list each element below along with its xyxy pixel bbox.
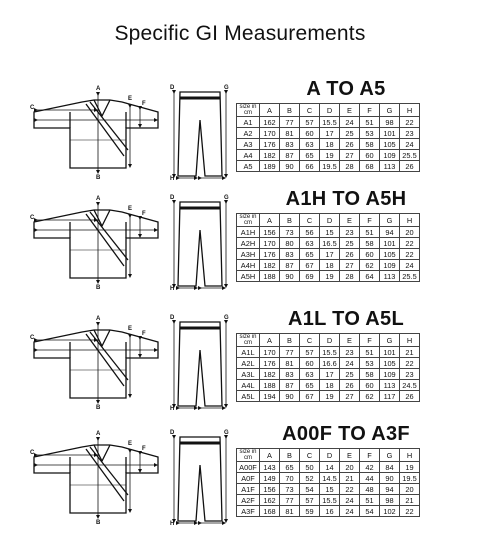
column-header: C <box>300 334 320 347</box>
pants-icon <box>178 322 222 406</box>
table-cell: 143 <box>260 462 280 473</box>
label-f: F <box>142 446 146 452</box>
table-row <box>237 150 420 161</box>
table-cell: 182 <box>260 260 280 271</box>
table-row <box>237 358 420 369</box>
column-header: A <box>260 104 280 117</box>
table-cell: 15 <box>320 227 340 238</box>
column-header: A <box>260 449 280 462</box>
table-cell: 26 <box>400 391 420 402</box>
table-cell: 69 <box>300 271 320 282</box>
table-cell: 81 <box>280 128 300 139</box>
label-h: H <box>170 406 175 410</box>
table-cell: 98 <box>380 495 400 506</box>
table-cell: 90 <box>380 473 400 484</box>
table-cell: 22 <box>400 117 420 128</box>
table-cell: 58 <box>360 139 380 150</box>
table-row <box>237 391 420 402</box>
table-cell: 87 <box>280 260 300 271</box>
table-cell: 87 <box>280 380 300 391</box>
table-cell: 62 <box>360 391 380 402</box>
gi-diagram <box>30 80 230 180</box>
gi-diagram <box>30 310 230 410</box>
table-cell: 25.5 <box>400 271 420 282</box>
table-cell: 60 <box>360 150 380 161</box>
table-cell: 25 <box>340 238 360 249</box>
table-cell: 162 <box>260 117 280 128</box>
table-cell: A5L <box>237 391 260 402</box>
size-section <box>0 425 480 551</box>
table-cell: 162 <box>260 495 280 506</box>
column-header: E <box>340 449 360 462</box>
section-title: A00F TO A3F <box>282 423 410 445</box>
table-cell: A3H <box>237 249 260 260</box>
table-cell: A3L <box>237 369 260 380</box>
label-b: B <box>96 405 101 410</box>
table-cell: 105 <box>380 139 400 150</box>
column-header: H <box>400 449 420 462</box>
table-cell: 67 <box>300 391 320 402</box>
table-cell: 15.5 <box>320 117 340 128</box>
table-cell: 64 <box>360 271 380 282</box>
table-cell: 101 <box>380 128 400 139</box>
table-cell: 80 <box>280 238 300 249</box>
table-cell: A4 <box>237 150 260 161</box>
table-row <box>237 484 420 495</box>
label-d: D <box>170 315 175 321</box>
table-cell: 57 <box>300 347 320 358</box>
column-header: G <box>380 449 400 462</box>
table-header-row <box>237 334 420 347</box>
table-cell: A5 <box>237 161 260 172</box>
table-cell: 18 <box>320 260 340 271</box>
table-cell: 27 <box>340 391 360 402</box>
table-row <box>237 161 420 172</box>
table-cell: 102 <box>380 506 400 517</box>
column-header: D <box>320 214 340 227</box>
table-cell: 22 <box>400 358 420 369</box>
table-cell: 65 <box>300 380 320 391</box>
table-cell: 90 <box>280 391 300 402</box>
table-cell: 63 <box>300 139 320 150</box>
table-cell: 54 <box>300 484 320 495</box>
table-cell: 53 <box>360 128 380 139</box>
table-cell: A2L <box>237 358 260 369</box>
table-cell: 176 <box>260 249 280 260</box>
table-cell: 87 <box>280 150 300 161</box>
table-cell: 94 <box>380 484 400 495</box>
column-header: E <box>340 104 360 117</box>
table-cell: A1H <box>237 227 260 238</box>
table-cell: 17 <box>320 128 340 139</box>
table-cell: 109 <box>380 150 400 161</box>
table-cell: 65 <box>280 462 300 473</box>
table-cell: A2F <box>237 495 260 506</box>
column-header: A <box>260 334 280 347</box>
table-cell: 20 <box>400 484 420 495</box>
table-cell: 105 <box>380 358 400 369</box>
table-cell: A0F <box>237 473 260 484</box>
table-cell: 19 <box>400 462 420 473</box>
table-row <box>237 249 420 260</box>
column-header: D <box>320 104 340 117</box>
table-cell: A2H <box>237 238 260 249</box>
table-cell: 156 <box>260 227 280 238</box>
table-cell: 51 <box>360 347 380 358</box>
table-cell: 25.5 <box>400 150 420 161</box>
table-cell: 24 <box>340 495 360 506</box>
label-g: G <box>224 315 229 321</box>
size-section <box>0 190 480 316</box>
table-cell: 176 <box>260 358 280 369</box>
table-cell: 23 <box>340 347 360 358</box>
column-header: B <box>280 214 300 227</box>
table-cell: 68 <box>360 161 380 172</box>
table-cell: A4L <box>237 380 260 391</box>
table-cell: 20 <box>400 227 420 238</box>
column-header: G <box>380 334 400 347</box>
label-a: A <box>96 431 101 437</box>
label-c: C <box>30 215 35 221</box>
label-d: D <box>170 430 175 436</box>
table-cell: 22 <box>340 484 360 495</box>
table-cell: 26 <box>340 139 360 150</box>
column-header: F <box>360 334 380 347</box>
table-cell: 60 <box>300 358 320 369</box>
table-cell: 170 <box>260 128 280 139</box>
table-cell: 56 <box>300 227 320 238</box>
size-table <box>236 448 420 517</box>
table-cell: 57 <box>300 495 320 506</box>
label-h: H <box>170 286 175 290</box>
table-cell: 170 <box>260 238 280 249</box>
gi-diagram <box>30 190 230 290</box>
table-cell: A3F <box>237 506 260 517</box>
label-c: C <box>30 105 35 111</box>
column-header: B <box>280 449 300 462</box>
table-cell: 101 <box>380 347 400 358</box>
table-cell: 176 <box>260 139 280 150</box>
label-a: A <box>96 86 101 92</box>
column-header: F <box>360 449 380 462</box>
table-cell: 65 <box>300 249 320 260</box>
table-cell: 22 <box>400 238 420 249</box>
table-cell: 58 <box>360 369 380 380</box>
table-cell: 90 <box>280 271 300 282</box>
table-cell: 83 <box>280 369 300 380</box>
table-cell: 90 <box>280 161 300 172</box>
table-cell: 23 <box>400 369 420 380</box>
size-table <box>236 103 420 172</box>
column-header: G <box>380 104 400 117</box>
label-d: D <box>170 195 175 201</box>
table-cell: 24 <box>400 260 420 271</box>
table-cell: 24 <box>400 139 420 150</box>
column-header: H <box>400 334 420 347</box>
table-cell: A2 <box>237 128 260 139</box>
label-e: E <box>128 206 133 212</box>
table-cell: 52 <box>300 473 320 484</box>
table-cell: 51 <box>360 227 380 238</box>
label-h: H <box>170 521 175 525</box>
size-table <box>236 213 420 282</box>
table-cell: A4H <box>237 260 260 271</box>
table-cell: 83 <box>280 139 300 150</box>
pants-icon <box>178 202 222 286</box>
table-cell: 60 <box>360 249 380 260</box>
table-cell: 60 <box>360 380 380 391</box>
table-cell: 59 <box>300 506 320 517</box>
table-cell: 14 <box>320 462 340 473</box>
table-cell: 18 <box>320 139 340 150</box>
table-cell: 17 <box>320 369 340 380</box>
column-header: H <box>400 104 420 117</box>
column-header: E <box>340 334 360 347</box>
table-row <box>237 238 420 249</box>
label-g: G <box>224 85 229 91</box>
table-cell: 73 <box>280 227 300 238</box>
table-cell: 16.5 <box>320 238 340 249</box>
table-cell: 101 <box>380 238 400 249</box>
table-cell: 67 <box>300 260 320 271</box>
table-cell: 149 <box>260 473 280 484</box>
table-cell: 19 <box>320 150 340 161</box>
table-cell: 73 <box>280 484 300 495</box>
table-cell: 51 <box>360 117 380 128</box>
table-cell: A00F <box>237 462 260 473</box>
table-cell: 53 <box>360 358 380 369</box>
pants-icon <box>178 437 222 521</box>
table-header-row <box>237 214 420 227</box>
label-f: F <box>142 331 146 337</box>
label-a: A <box>96 316 101 322</box>
table-cell: 20 <box>340 462 360 473</box>
table-cell: 182 <box>260 150 280 161</box>
table-row <box>237 369 420 380</box>
table-cell: 113 <box>380 380 400 391</box>
table-row <box>237 347 420 358</box>
table-row <box>237 128 420 139</box>
label-e: E <box>128 326 133 332</box>
table-cell: 113 <box>380 161 400 172</box>
column-header: H <box>400 214 420 227</box>
table-cell: 27 <box>340 150 360 161</box>
label-c: C <box>30 450 35 456</box>
table-cell: 54 <box>360 506 380 517</box>
table-cell: 21 <box>400 495 420 506</box>
table-cell: 26 <box>340 380 360 391</box>
column-header: D <box>320 334 340 347</box>
table-cell: 17 <box>320 249 340 260</box>
label-a: A <box>96 196 101 202</box>
table-row <box>237 260 420 271</box>
table-cell: A3 <box>237 139 260 150</box>
label-h: H <box>170 176 175 180</box>
table-cell: 22 <box>400 506 420 517</box>
table-cell: 19 <box>320 391 340 402</box>
size-section <box>0 310 480 436</box>
table-cell: 24.5 <box>400 380 420 391</box>
table-cell: 25 <box>340 128 360 139</box>
column-header: size in cm <box>237 104 260 117</box>
table-cell: A5H <box>237 271 260 282</box>
table-cell: 105 <box>380 249 400 260</box>
table-cell: 21 <box>340 473 360 484</box>
table-cell: 81 <box>280 358 300 369</box>
table-cell: A1F <box>237 484 260 495</box>
table-cell: 19 <box>320 271 340 282</box>
table-cell: 14.5 <box>320 473 340 484</box>
table-cell: 182 <box>260 369 280 380</box>
table-cell: 70 <box>280 473 300 484</box>
table-cell: 51 <box>360 495 380 506</box>
table-cell: 19.5 <box>320 161 340 172</box>
column-header: B <box>280 104 300 117</box>
table-cell: 24 <box>340 117 360 128</box>
table-cell: 28 <box>340 271 360 282</box>
table-row <box>237 380 420 391</box>
table-cell: A1L <box>237 347 260 358</box>
table-cell: 81 <box>280 506 300 517</box>
table-cell: 16 <box>320 506 340 517</box>
table-cell: 189 <box>260 161 280 172</box>
table-header-row <box>237 449 420 462</box>
label-g: G <box>224 195 229 201</box>
table-cell: 24 <box>340 506 360 517</box>
table-cell: 77 <box>280 347 300 358</box>
table-cell: 50 <box>300 462 320 473</box>
table-cell: 15 <box>320 484 340 495</box>
label-c: C <box>30 335 35 341</box>
table-cell: 65 <box>300 150 320 161</box>
table-row <box>237 462 420 473</box>
table-cell: 28 <box>340 161 360 172</box>
section-title: A1L TO A5L <box>288 308 404 330</box>
label-b: B <box>96 520 101 525</box>
table-cell: 22 <box>400 249 420 260</box>
column-header: C <box>300 449 320 462</box>
table-cell: 156 <box>260 484 280 495</box>
label-b: B <box>96 175 101 180</box>
table-cell: 109 <box>380 260 400 271</box>
table-cell: 168 <box>260 506 280 517</box>
table-cell: 25 <box>340 369 360 380</box>
table-cell: 48 <box>360 484 380 495</box>
table-cell: 27 <box>340 260 360 271</box>
column-header: size in cm <box>237 449 260 462</box>
column-header: E <box>340 214 360 227</box>
label-e: E <box>128 441 133 447</box>
table-cell: 24 <box>340 358 360 369</box>
table-cell: 23 <box>340 227 360 238</box>
table-cell: 21 <box>400 347 420 358</box>
table-cell: 26 <box>400 161 420 172</box>
table-cell: 94 <box>380 227 400 238</box>
table-cell: 188 <box>260 271 280 282</box>
table-row <box>237 139 420 150</box>
page-title: Specific GI Measurements <box>114 22 366 45</box>
table-cell: 194 <box>260 391 280 402</box>
column-header: G <box>380 214 400 227</box>
table-row <box>237 227 420 238</box>
pants-icon <box>178 92 222 176</box>
table-row <box>237 117 420 128</box>
column-header: F <box>360 104 380 117</box>
column-header: C <box>300 104 320 117</box>
column-header: size in cm <box>237 214 260 227</box>
section-title: A TO A5 <box>306 78 386 100</box>
table-cell: 18 <box>320 380 340 391</box>
table-cell: 84 <box>380 462 400 473</box>
table-cell: 170 <box>260 347 280 358</box>
column-header: F <box>360 214 380 227</box>
table-cell: 60 <box>300 128 320 139</box>
table-cell: 83 <box>280 249 300 260</box>
table-cell: 23 <box>400 128 420 139</box>
table-cell: 66 <box>300 161 320 172</box>
table-cell: 57 <box>300 117 320 128</box>
label-b: B <box>96 285 101 290</box>
column-header: B <box>280 334 300 347</box>
label-g: G <box>224 430 229 436</box>
section-title: A1H TO A5H <box>285 188 407 210</box>
column-header: A <box>260 214 280 227</box>
table-cell: 117 <box>380 391 400 402</box>
table-cell: 63 <box>300 369 320 380</box>
column-header: C <box>300 214 320 227</box>
table-cell: 16.6 <box>320 358 340 369</box>
column-header: D <box>320 449 340 462</box>
table-cell: 44 <box>360 473 380 484</box>
table-cell: 15.5 <box>320 495 340 506</box>
label-f: F <box>142 101 146 107</box>
table-cell: 26 <box>340 249 360 260</box>
table-cell: 77 <box>280 495 300 506</box>
table-cell: 113 <box>380 271 400 282</box>
table-cell: 62 <box>360 260 380 271</box>
table-cell: A1 <box>237 117 260 128</box>
table-cell: 98 <box>380 117 400 128</box>
table-cell: 15.5 <box>320 347 340 358</box>
table-header-row <box>237 104 420 117</box>
table-row <box>237 271 420 282</box>
table-cell: 77 <box>280 117 300 128</box>
table-cell: 109 <box>380 369 400 380</box>
table-cell: 63 <box>300 238 320 249</box>
table-cell: 19.5 <box>400 473 420 484</box>
table-row <box>237 473 420 484</box>
gi-diagram <box>30 425 230 525</box>
column-header: size in cm <box>237 334 260 347</box>
table-cell: 188 <box>260 380 280 391</box>
label-d: D <box>170 85 175 91</box>
table-row <box>237 506 420 517</box>
label-f: F <box>142 211 146 217</box>
table-row <box>237 495 420 506</box>
table-cell: 42 <box>360 462 380 473</box>
table-cell: 58 <box>360 238 380 249</box>
size-table <box>236 333 420 402</box>
label-e: E <box>128 96 133 102</box>
